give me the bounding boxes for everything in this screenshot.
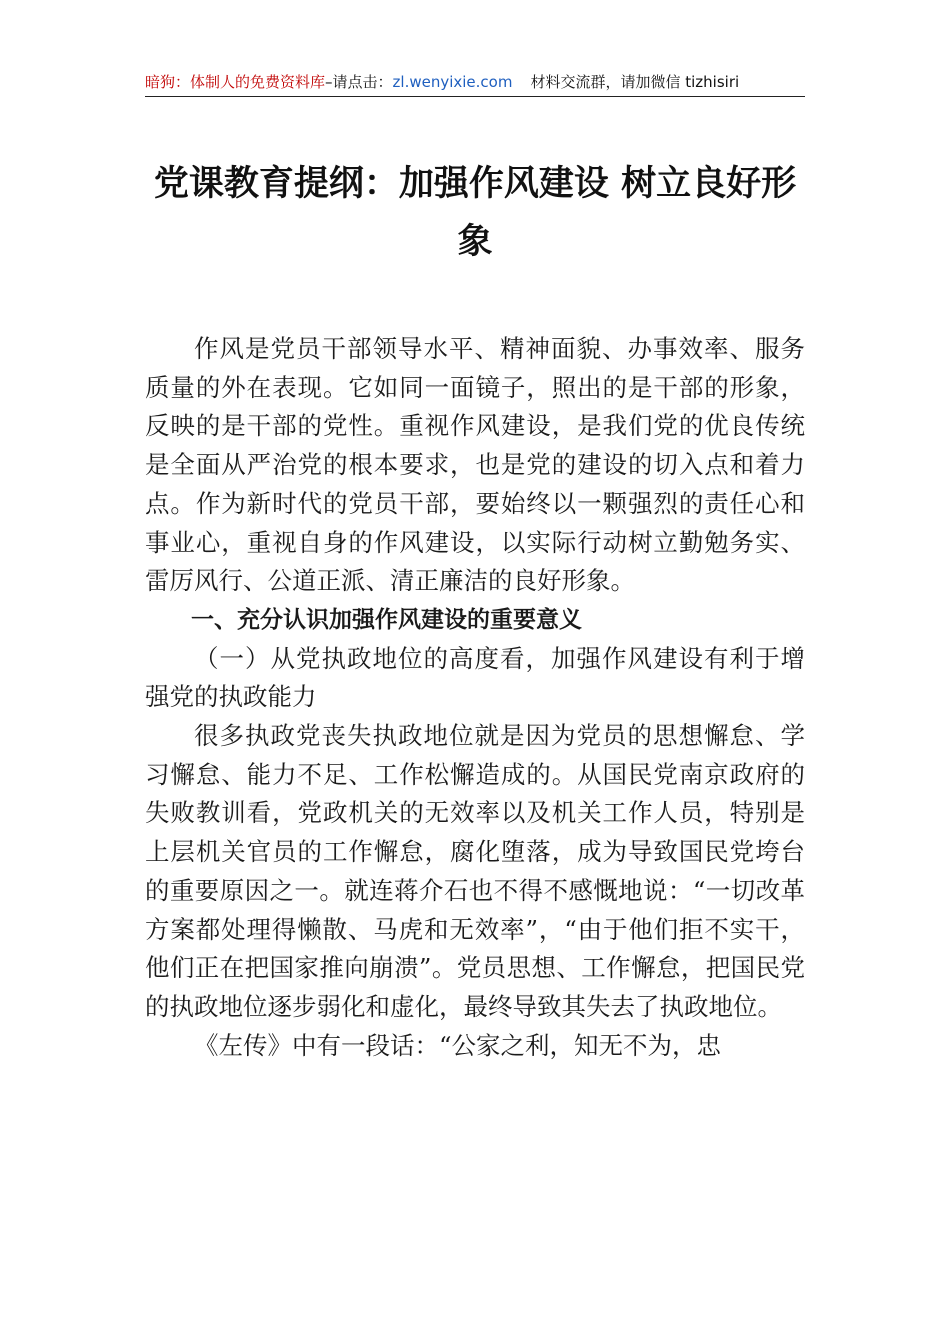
body-paragraph: 很多执政党丧失执政地位就是因为党员的思想懈怠、学习懈怠、能力不足、工作松懈造成的。从国民党南京政府的失败教训看，党政机关的无效率以及机关工作人员，特别是上层机关官员的工作懈怠，腐化堕落，成为导致国民党垮台的重要原因之一。就连蒋介石也不得不感慨地说：“一切改革方案都处理得懒散、马虎和无效率”，“由于他们拒不实干，他们正在把国家推向崩溃”。党员思想、工作懈怠，把国民党的执政地位逐步弱化和虚化，最终导致其失去了执政地位。 xyxy=(145,721,805,1021)
section-heading: 一、充分认识加强作风建设的重要意义 xyxy=(191,606,582,633)
site-url-link[interactable]: zl.wenyixie.com xyxy=(392,73,513,91)
click-prefix: –请点击： xyxy=(325,73,393,91)
header-divider xyxy=(145,96,805,97)
contact-info: 材料交流群，请加微信 tizhisiri xyxy=(530,73,740,91)
site-label: 暗狗：体制人的免费资料库 xyxy=(145,73,326,91)
body-paragraph: 《左传》中有一段话：“公家之利，知无不为，忠 xyxy=(194,1030,722,1060)
document-body xyxy=(145,330,805,1065)
subsection-heading: （一）从党执政地位的高度看，加强作风建设有利于增强党的执政能力 xyxy=(145,643,805,712)
page-header xyxy=(145,70,805,94)
intro-paragraph: 作风是党员干部领导水平、精神面貌、办事效率、服务质量的外在表现。它如同一面镜子，照出的是干部的形象，反映的是干部的党性。重视作风建设，是我们党的优良传统是全面从严治党的根本要求，也是党的建设的切入点和着力点。作为新时代的党员干部，要始终以一颗强烈的责任心和事业心，重视自身的作风建设，以实际行动树立勤勉务实、雷厉风行、公道正派、清正廉洁的良好形象。 xyxy=(145,334,805,596)
document-title: 党课教育提纲：加强作风建设 树立良好形象 xyxy=(153,163,797,262)
